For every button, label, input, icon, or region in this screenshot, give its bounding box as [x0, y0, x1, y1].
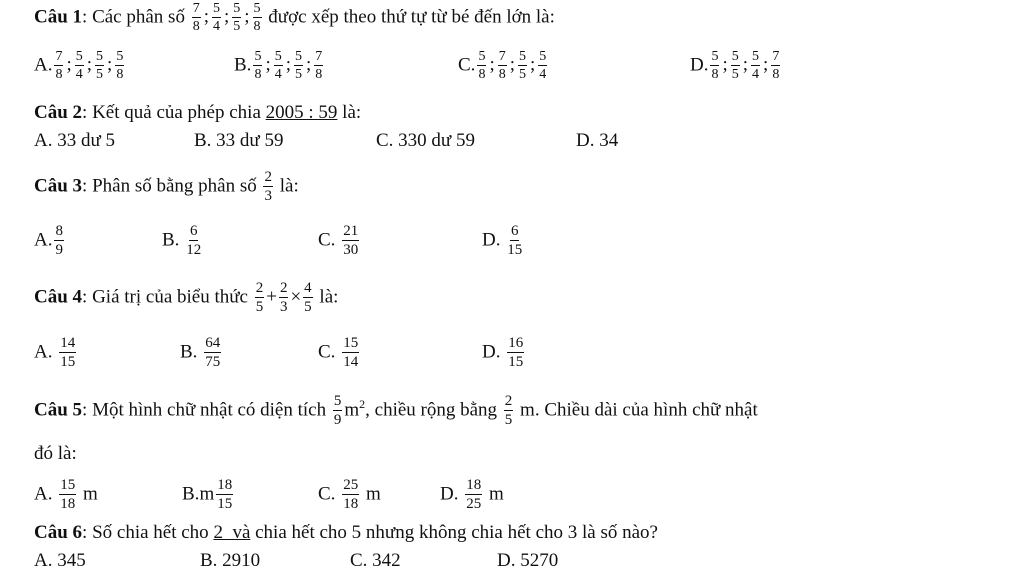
denominator: 4 [539, 67, 547, 82]
denominator: 5 [255, 299, 264, 315]
numerator: 2 [279, 280, 288, 296]
fraction [204, 336, 221, 370]
denominator: 8 [772, 67, 780, 82]
numerator: 7 [498, 49, 506, 64]
option-b[interactable] [180, 336, 223, 370]
numerator: 8 [55, 223, 63, 239]
question-text: là: [279, 175, 299, 197]
denominator: 14 [343, 354, 359, 370]
denominator: 8 [192, 19, 200, 34]
denominator: 75 [205, 354, 221, 370]
numerator: 16 [508, 335, 524, 351]
numerator: 18 [466, 477, 482, 493]
option-a[interactable] [34, 478, 98, 512]
numerator: 5 [752, 49, 760, 64]
fraction [731, 50, 740, 82]
fraction [54, 50, 63, 82]
fraction [212, 2, 221, 34]
numerator: 2 [255, 280, 264, 296]
fraction [518, 50, 527, 82]
numerator: 5 [711, 49, 719, 64]
numerator: 6 [189, 223, 198, 239]
option-letter: B. [234, 54, 252, 76]
numerator: 25 [343, 477, 359, 493]
fraction [314, 50, 323, 82]
fraction [253, 2, 262, 34]
denominator: 18 [343, 496, 359, 512]
denominator: 8 [254, 67, 262, 82]
question-4 [34, 281, 338, 315]
denominator: 8 [478, 67, 486, 82]
question-label: Câu 1 [34, 6, 83, 28]
denominator: 8 [498, 67, 506, 82]
numerator: 5 [254, 49, 262, 64]
numerator: 7 [772, 49, 780, 64]
denominator: 4 [75, 67, 83, 82]
question-text: m. Chiều dài của hình chữ nhật [520, 399, 758, 421]
denominator: 4 [752, 67, 760, 82]
numerator: 5 [274, 49, 282, 64]
fraction [186, 224, 201, 258]
fraction [498, 50, 507, 82]
denominator: 15 [507, 242, 523, 258]
question-text: là: [319, 286, 339, 308]
underlined-text: 2 và [213, 522, 251, 543]
option-d[interactable]: D. 5270 [497, 550, 559, 571]
option-c[interactable] [318, 478, 381, 512]
operator: × [290, 286, 302, 308]
numerator: 4 [304, 280, 312, 296]
option-a[interactable] [34, 336, 78, 370]
question-1: Câu 1: Các phân số $\frac{7}{8}$ ; $\frac{5}{4}$ ; $\frac{5}{5}$ ; $\frac{5}{8}$ được xếp theo thứ tự từ bé đến lớn là: [34, 1, 555, 34]
question-5 [34, 393, 758, 428]
division-expression: 2005 : 59 [265, 102, 338, 123]
question-text: được xếp theo thứ tự từ bé đến lớn là: [268, 6, 555, 28]
numerator: 7 [315, 49, 323, 64]
numerator: 2 [504, 392, 513, 409]
numerator: 5 [253, 1, 261, 16]
option-d[interactable] [482, 336, 526, 370]
question-2 [34, 102, 361, 124]
fraction [59, 478, 76, 512]
denominator: 15 [60, 354, 76, 370]
option-letter: D. [482, 341, 501, 363]
question-3 [34, 170, 299, 204]
denominator: 5 [731, 67, 739, 82]
fraction [274, 50, 283, 82]
fraction [333, 394, 343, 428]
denominator: 8 [116, 67, 124, 82]
question-label: Câu 4 [34, 286, 83, 308]
denominator: 5 [304, 299, 312, 315]
option-letter: C. [318, 229, 336, 251]
option-letter: B. [182, 483, 200, 505]
fraction [465, 478, 482, 512]
option-letter: D. [482, 229, 501, 251]
question-text: : Phân số bằng phân số [82, 175, 257, 197]
option-letter: D. [440, 483, 459, 505]
numerator: 18 [217, 477, 233, 493]
fraction [771, 50, 780, 82]
fraction [216, 478, 233, 512]
numerator: 5 [478, 49, 486, 64]
option-c[interactable]: C. 342 [350, 550, 401, 571]
numerator: 21 [343, 223, 359, 239]
denominator: 5 [504, 411, 513, 428]
fraction [342, 336, 359, 370]
unit: m [199, 483, 215, 505]
question-text: : Giá trị của biểu thức [82, 286, 248, 308]
option-letter: A. [34, 229, 53, 251]
option-a[interactable]: A. 33 dư 5 [34, 130, 116, 151]
numerator: 6 [510, 223, 519, 239]
fraction [279, 281, 289, 315]
question-label: Câu 6 [34, 522, 83, 543]
denominator: 8 [55, 67, 63, 82]
fraction [342, 478, 359, 512]
operator: + [266, 286, 277, 308]
numerator: 5 [212, 1, 220, 16]
option-c[interactable]: C. $\frac{5}{8}$ ; $\frac{7}{8}$ ; $\frac{5}{5}$ ; $\frac{5}{4}$ [458, 49, 547, 82]
denominator: 4 [274, 67, 282, 82]
denominator: 12 [186, 242, 202, 258]
numerator: 64 [205, 335, 221, 351]
option-d[interactable]: D. 34 [576, 130, 619, 151]
denominator: 5 [519, 67, 526, 82]
fraction [192, 2, 201, 34]
fraction [504, 394, 514, 428]
fraction [255, 281, 265, 315]
numerator: 15 [60, 477, 76, 493]
option-b[interactable]: B. 33 dư 59 [194, 130, 284, 151]
numerator: 2 [264, 169, 272, 185]
question-text: : Một hình chữ nhật có diện tích [82, 399, 327, 421]
question-text: : Các phân số [82, 6, 185, 28]
denominator: 15 [217, 496, 233, 512]
numerator: 5 [96, 49, 104, 64]
option-letter: A. [34, 54, 53, 76]
numerator: 5 [333, 392, 342, 409]
numerator: 7 [55, 49, 63, 64]
question-text: : Số chia hết cho [82, 522, 214, 543]
fraction [75, 50, 84, 82]
numerator: 5 [233, 1, 241, 16]
question-label: Câu 5 [34, 399, 83, 421]
denominator: 8 [711, 67, 719, 82]
option-b[interactable]: B. 2910 [200, 550, 261, 571]
fraction [294, 50, 303, 82]
option-letter: A. [34, 341, 53, 363]
fraction [710, 50, 719, 82]
option-a[interactable]: A. $\frac{7}{8}$ ; $\frac{5}{4}$ ; $\frac{5}{5}$ ; $\frac{5}{8}$ [34, 49, 124, 82]
unit: m [488, 483, 504, 505]
fraction [95, 50, 104, 82]
fraction [538, 50, 547, 82]
numerator: 5 [539, 49, 547, 64]
denominator: 18 [60, 496, 76, 512]
fraction [303, 281, 313, 315]
denominator: 9 [333, 411, 342, 428]
question-text: : Kết quả của phép chia [82, 102, 266, 123]
option-letter: A. [34, 483, 53, 505]
question-text: , chiều rộng bằng [365, 399, 498, 421]
numerator: 15 [343, 335, 359, 351]
numerator: 5 [519, 49, 526, 64]
fraction [477, 50, 486, 82]
numerator: 5 [295, 49, 302, 64]
option-letter: C. [318, 341, 336, 363]
denominator: 8 [315, 67, 323, 82]
denominator: 9 [55, 242, 63, 258]
fraction [342, 224, 359, 258]
denominator: 15 [508, 354, 524, 370]
denominator: 4 [212, 19, 220, 34]
option-a[interactable] [34, 224, 66, 258]
fraction [54, 224, 64, 258]
fraction [507, 336, 524, 370]
numerator: 5 [75, 49, 83, 64]
denominator: 5 [233, 19, 241, 34]
question-text: chia hết cho 5 nhưng không chia hết cho 3 là số nào? [250, 522, 658, 543]
denominator: 3 [279, 299, 288, 315]
question-6 [34, 522, 658, 544]
option-d[interactable] [440, 478, 504, 512]
fraction [253, 50, 262, 82]
denominator: 8 [253, 19, 261, 34]
option-letter: B. [162, 229, 180, 251]
denominator: 5 [295, 67, 302, 82]
option-b[interactable] [182, 478, 235, 512]
question-5-continued: đó là: [34, 443, 77, 464]
option-b[interactable] [162, 224, 203, 258]
fraction [59, 336, 76, 370]
denominator: 30 [343, 242, 359, 258]
unit: m [82, 483, 98, 505]
numerator: 5 [731, 49, 739, 64]
option-c[interactable]: C. 330 dư 59 [376, 130, 475, 151]
unit: m [365, 483, 381, 505]
question-label: Câu 3 [34, 175, 83, 197]
denominator: 5 [96, 67, 104, 82]
question-text: là: [337, 102, 362, 123]
numerator: 7 [192, 1, 200, 16]
fraction [232, 2, 241, 34]
option-letter: C. [318, 483, 336, 505]
numerator: 5 [116, 49, 124, 64]
option-letter: C. [458, 54, 476, 76]
option-c[interactable] [318, 336, 361, 370]
fraction [263, 170, 273, 204]
option-b[interactable]: B. $\frac{5}{8}$ ; $\frac{5}{4}$ ; $\frac{5}{5}$ ; $\frac{7}{8}$ [234, 49, 323, 82]
denominator: 3 [264, 188, 272, 204]
fraction [115, 50, 124, 82]
option-letter: B. [180, 341, 198, 363]
option-d[interactable] [482, 224, 524, 258]
option-letter: D. [690, 54, 709, 76]
denominator: 25 [466, 496, 482, 512]
question-label: Câu 2 [34, 102, 83, 123]
option-a[interactable]: A. 345 [34, 550, 86, 571]
option-d[interactable]: D. $\frac{5}{8}$ ; $\frac{5}{5}$ ; $\frac{5}{4}$ ; $\frac{7}{8}$ [690, 49, 780, 82]
unit-exponent: 2 [359, 397, 366, 411]
fraction [507, 224, 522, 258]
fraction [751, 50, 760, 82]
numerator: 14 [60, 335, 76, 351]
option-c[interactable] [318, 224, 361, 258]
unit: m [344, 399, 360, 421]
